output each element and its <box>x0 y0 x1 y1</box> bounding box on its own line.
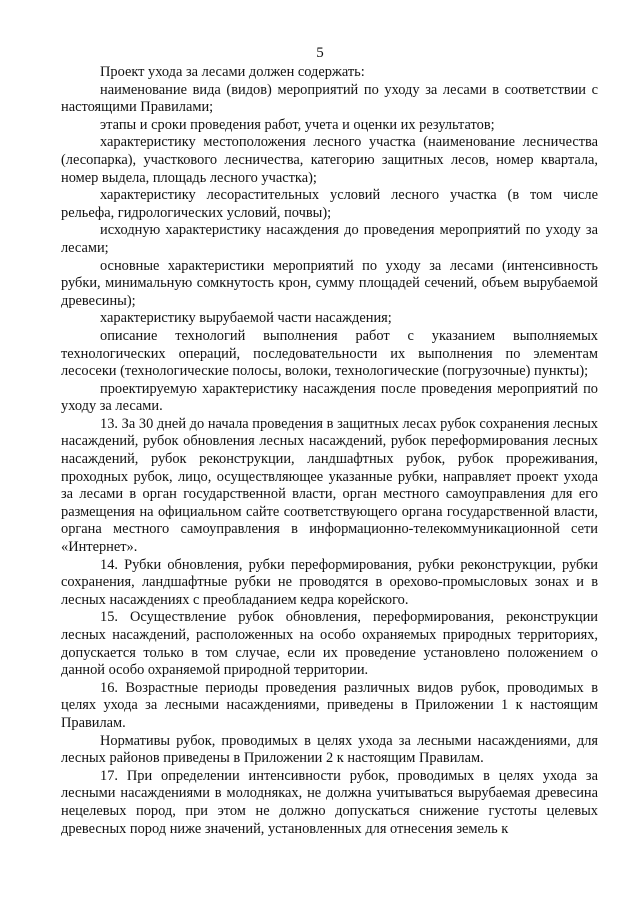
paragraph-list-item: описание технологий выполнения работ с указанием выполняемых технологических операций, последовательности их выполнения по элементам лесосеки (технологические полосы, волоки, технологические (погрузочные) пункты); <box>61 327 598 380</box>
paragraph-clause-17: 17. При определении интенсивности рубок, проводимых в целях ухода за лесными насаждениями в молодняках, не должна учитываться вырубаемая древесина нецелевых пород, при этом не должно допускаться снижение густоты целевых древесных пород ниже значений, установленных для отнесения земель к <box>61 767 598 837</box>
paragraph-intro: Проект ухода за лесами должен содержать: <box>100 64 365 80</box>
paragraph-list-item: характеристику местоположения лесного участка (наименование лесничества (лесопарка), участкового лесничества, категорию защитных лесов, номер квартала, номер выдела, площадь лесного участка); <box>61 134 598 186</box>
paragraph-list-item: наименование вида (видов) мероприятий по уходу за лесами в соответствии с настоящими Правилами; <box>61 81 598 116</box>
paragraph-clause-16-norms: Нормативы рубок, проводимых в целях ухода за лесными насаждениями, для лесных районов приведены в Приложении 2 к настоящим Правилам. <box>61 732 598 767</box>
paragraph-list-item: основные характеристики мероприятий по уходу за лесами (интенсивность рубки, минимальную сомкнутость крон, сумму площадей сечений, объем вырубаемой древесины); <box>61 257 598 309</box>
paragraph-list-item: проектируемую характеристику насаждения после проведения мероприятий по уходу за лесами. <box>61 380 598 415</box>
paragraph-list-item: исходную характеристику насаждения до проведения мероприятий по уходу за лесами; <box>61 222 598 256</box>
paragraph-list-item: характеристику лесорастительных условий лесного участка (в том числе рельефа, гидрологических условий, почвы); <box>61 187 598 221</box>
paragraph-clause-16: 16. Возрастные периоды проведения различных видов рубок, проводимых в целях ухода за лесными насаждениями, приведены в Приложении 1 к настоящим Правилам. <box>61 679 598 731</box>
paragraph-clause-13: 13. За 30 дней до начала проведения в защитных лесах рубок сохранения лесных насаждений, рубок обновления лесных насаждений, рубок переформирования лесных насаждений, рубок реконструкции, ландшафтных рубок, рубок прореживания, проходных рубок, лицо, осуществляющее указанные рубки, направляет проект ухода за лесами в орган государственной власти, орган местного самоуправления для его размещения на официальном сайте соответствующего органа государственной власти, органа местного самоуправления в информационно-телекоммуникационной сети «Интернет». <box>61 415 598 556</box>
document-body <box>61 64 598 838</box>
paragraph-list-item: характеристику вырубаемой части насаждения; <box>100 310 392 327</box>
paragraph-list-item: этапы и сроки проведения работ, учета и оценки их результатов; <box>100 116 495 133</box>
paragraph-clause-15: 15. Осуществление рубок обновления, переформирования, реконструкции лесных насаждений, расположенных на особо охраняемых природных территориях, допускается только в том случае, если их проведение установлено положением о данной особо охраняемой природной территории. <box>61 609 598 679</box>
page-number: 5 <box>316 45 324 61</box>
paragraph-clause-14: 14. Рубки обновления, рубки переформирования, рубки реконструкции, рубки сохранения, ландшафтные рубки не проводятся в орехово-промысловых зонах и в лесных насаждениях с преобладанием кедра корейского. <box>61 556 598 608</box>
